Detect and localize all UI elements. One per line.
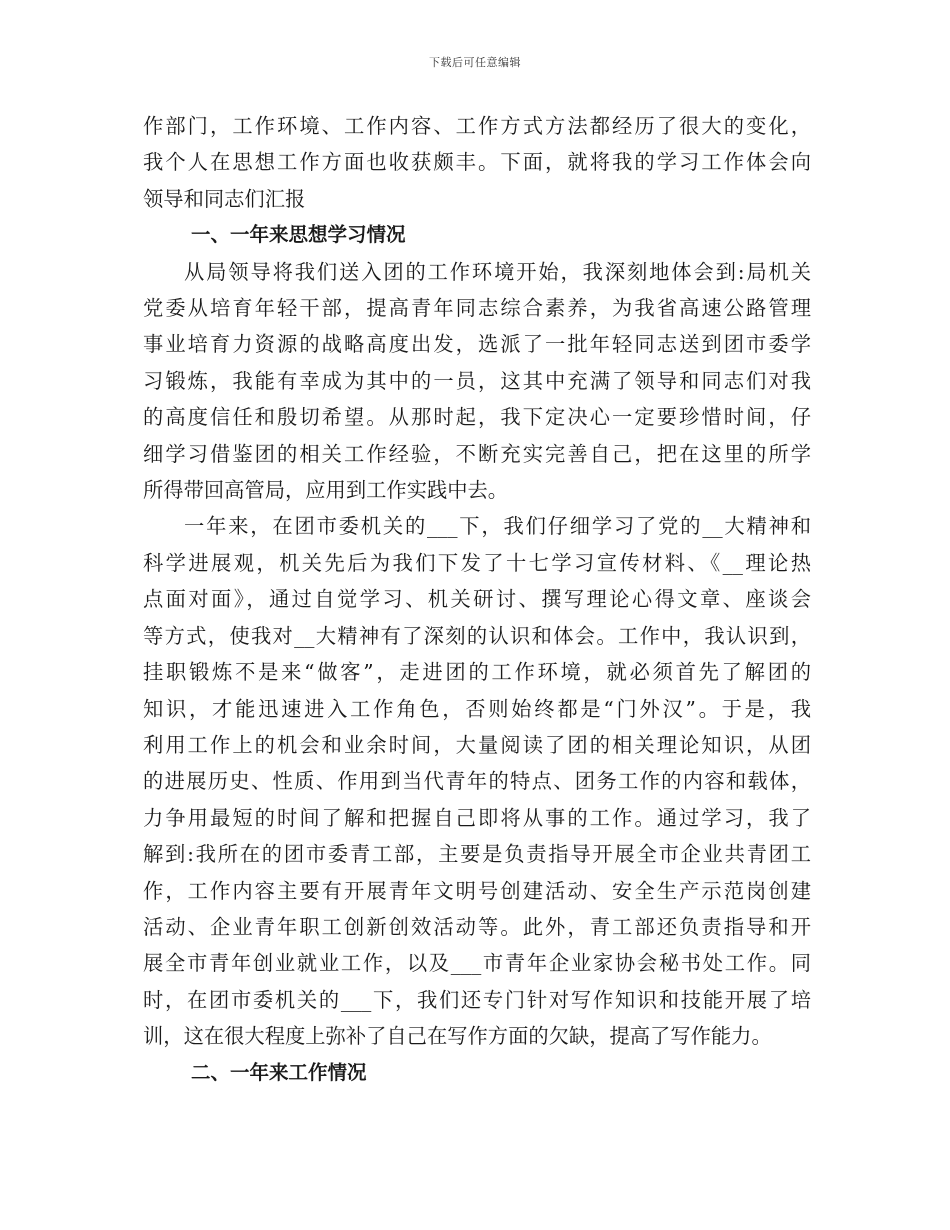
paragraph-line: 训，这在很大程度上弥补了自己在写作方面的欠缺，提高了写作能力。 [143, 1024, 772, 1049]
paragraph-line: 我个人在思想工作方面也收获颇丰。下面，就将我的学习工作体会向 [143, 150, 811, 175]
paragraph-line: 等方式，使我对__大精神有了深刻的认识和体会。工作中，我认识到， [143, 623, 811, 648]
paragraph-line: 一年来，在团市委机关的___下，我们仔细学习了党的__大精神和 [184, 514, 811, 539]
paragraph-line: 作部门，工作环境、工作内容、工作方式方法都经历了很大的变化， [143, 114, 811, 138]
paragraph-line: 科学进展观，机关先后为我们下发了十七学习宣传材料、《__理论热 [143, 550, 811, 575]
paragraph-line: 作，工作内容主要有开展青年文明号创建活动、安全生产示范岗创建 [143, 878, 811, 903]
paragraph-line: 的进展历史、性质、作用到当代青年的特点、团务工作的内容和载体， [143, 769, 811, 794]
header-note: 下载后可任意编辑 [429, 56, 521, 69]
paragraph-line: 时，在团市委机关的___下，我们还专门针对写作知识和技能开展了培 [143, 987, 811, 1012]
paragraph-line: 党委从培育年轻干部，提高青年同志综合素养，为我省高速公路管理 [143, 296, 811, 321]
paragraph-line: 展全市青年创业就业工作，以及___市青年企业家协会秘书处工作。同 [143, 951, 811, 976]
paragraph-line: 解到:我所在的团市委青工部，主要是负责指导开展全市企业共青团工 [143, 842, 811, 867]
document-body [143, 108, 811, 1091]
paragraph-line: 领导和同志们汇报 [143, 186, 306, 211]
paragraph-line: 活动、企业青年职工创新创效活动等。此外，青工部还负责指导和开 [143, 914, 811, 939]
paragraph-line: 细学习借鉴团的相关工作经验，不断充实完善自己，把在这里的所学 [143, 441, 811, 466]
paragraph-line: 力争用最短的时间了解和把握自己即将从事的工作。通过学习，我了 [143, 805, 811, 830]
paragraph-line: 的高度信任和殷切希望。从那时起，我下定决心一定要珍惜时间，仔 [143, 405, 811, 430]
section-heading: 二、一年来工作情况 [191, 1060, 367, 1084]
section-heading: 一、一年来思想学习情况 [191, 223, 406, 247]
paragraph-line: 所得带回高管局，应用到工作实践中去。 [143, 478, 509, 503]
paragraph-line: 事业培育力资源的战略高度出发，选派了一批年轻同志送到团市委学 [143, 332, 811, 357]
paragraph-line: 从局领导将我们送入团的工作环境开始，我深刻地体会到:局机关 [184, 259, 811, 284]
paragraph-line: 点面对面》，通过自觉学习、机关研讨、撰写理论心得文章、座谈会 [143, 587, 811, 612]
paragraph-line: 挂职锻炼不是来“做客”，走进团的工作环境，就必须首先了解团的 [143, 660, 811, 685]
paragraph-line: 知识，才能迅速进入工作角色，否则始终都是“门外汉”。于是，我 [143, 696, 811, 721]
paragraph-line: 习锻炼，我能有幸成为其中的一员，这其中充满了领导和同志们对我 [143, 368, 811, 393]
paragraph-line: 利用工作上的机会和业余时间，大量阅读了团的相关理论知识，从团 [143, 732, 811, 757]
